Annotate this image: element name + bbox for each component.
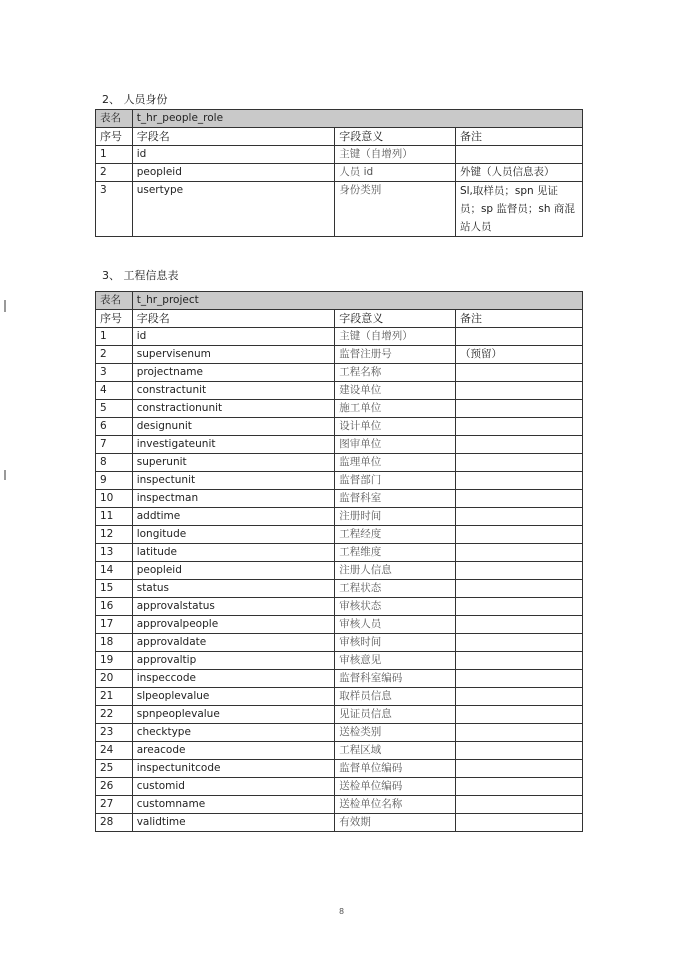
row-no: 18 (96, 634, 133, 652)
row-field: latitude (132, 544, 335, 562)
row-field: longitude (132, 526, 335, 544)
row-field: validtime (132, 814, 335, 832)
row-note (455, 706, 582, 724)
table-row (96, 400, 583, 418)
row-no: 7 (96, 436, 133, 454)
table-row (96, 760, 583, 778)
row-meaning: 施工单位 (335, 400, 456, 418)
section-heading-people-role: 2、 人员身份 (102, 93, 168, 106)
row-meaning: 有效期 (335, 814, 456, 832)
row-meaning: 审核时间 (335, 634, 456, 652)
row-note (455, 562, 582, 580)
row-field: customid (132, 778, 335, 796)
row-meaning: 监督注册号 (335, 346, 456, 364)
row-field: areacode (132, 742, 335, 760)
row-field: superunit (132, 454, 335, 472)
row-note (455, 544, 582, 562)
table-row (96, 634, 583, 652)
row-field: checktype (132, 724, 335, 742)
people-role-table (95, 109, 583, 237)
row-meaning: 工程名称 (335, 364, 456, 382)
header-no: 序号 (96, 128, 133, 146)
table-name-row (96, 292, 583, 310)
row-no: 19 (96, 652, 133, 670)
row-field: status (132, 580, 335, 598)
row-no: 3 (96, 182, 133, 237)
row-no: 9 (96, 472, 133, 490)
header-note: 备注 (455, 128, 582, 146)
table-row (96, 526, 583, 544)
section-heading-project: 3、 工程信息表 (102, 269, 179, 282)
row-meaning: 监督科室 (335, 490, 456, 508)
row-meaning: 图审单位 (335, 436, 456, 454)
row-meaning: 审核人员 (335, 616, 456, 634)
table-row (96, 454, 583, 472)
row-note: Sl,取样员；spn 见证员；sp 监督员；sh 商混站人员 (455, 182, 582, 237)
row-note (455, 508, 582, 526)
table-name-row (96, 110, 583, 128)
table-row (96, 688, 583, 706)
row-meaning: 见证员信息 (335, 706, 456, 724)
row-field: inspectman (132, 490, 335, 508)
table-name-value: t_hr_project (132, 292, 582, 310)
header-note: 备注 (455, 310, 582, 328)
row-meaning: 监督单位编码 (335, 760, 456, 778)
row-field: inspectunitcode (132, 760, 335, 778)
table-header-row (96, 310, 583, 328)
row-field: projectname (132, 364, 335, 382)
row-field: spnpeoplevalue (132, 706, 335, 724)
row-no: 10 (96, 490, 133, 508)
header-field: 字段名 (132, 310, 335, 328)
row-no: 20 (96, 670, 133, 688)
table-row (96, 164, 583, 182)
row-note (455, 400, 582, 418)
row-meaning: 身份类别 (335, 182, 456, 237)
table-name-label: 表名 (96, 110, 133, 128)
row-meaning: 送检类别 (335, 724, 456, 742)
row-meaning: 主键（自增列） (335, 146, 456, 164)
row-meaning: 注册人信息 (335, 562, 456, 580)
row-no: 24 (96, 742, 133, 760)
row-no: 28 (96, 814, 133, 832)
table-row (96, 796, 583, 814)
row-field: designunit (132, 418, 335, 436)
table-row (96, 706, 583, 724)
row-meaning: 工程维度 (335, 544, 456, 562)
table-row (96, 146, 583, 164)
row-no: 1 (96, 146, 133, 164)
row-note: 外键（人员信息表） (455, 164, 582, 182)
table-row (96, 418, 583, 436)
row-note (455, 146, 582, 164)
row-no: 17 (96, 616, 133, 634)
scan-margin-mark (4, 470, 6, 480)
row-note (455, 634, 582, 652)
row-no: 21 (96, 688, 133, 706)
header-no: 序号 (96, 310, 133, 328)
table-row (96, 490, 583, 508)
row-note (455, 796, 582, 814)
row-meaning: 工程状态 (335, 580, 456, 598)
row-no: 3 (96, 364, 133, 382)
row-note (455, 328, 582, 346)
header-meaning: 字段意义 (335, 310, 456, 328)
row-note (455, 526, 582, 544)
row-note: （预留） (455, 346, 582, 364)
table-row (96, 580, 583, 598)
table-row (96, 814, 583, 832)
header-field: 字段名 (132, 128, 335, 146)
row-meaning: 监理单位 (335, 454, 456, 472)
row-note (455, 364, 582, 382)
table-row (96, 562, 583, 580)
row-meaning: 主键（自增列） (335, 328, 456, 346)
table-row (96, 382, 583, 400)
scan-margin-mark (4, 300, 6, 312)
row-no: 1 (96, 328, 133, 346)
table-row (96, 364, 583, 382)
table-row (96, 436, 583, 454)
row-note (455, 670, 582, 688)
row-field: inspectunit (132, 472, 335, 490)
row-no: 2 (96, 164, 133, 182)
row-note (455, 688, 582, 706)
project-table (95, 291, 583, 832)
row-field: constractionunit (132, 400, 335, 418)
row-no: 22 (96, 706, 133, 724)
row-note (455, 580, 582, 598)
row-field: addtime (132, 508, 335, 526)
row-note (455, 778, 582, 796)
row-note (455, 472, 582, 490)
row-field: approvalstatus (132, 598, 335, 616)
row-meaning: 建设单位 (335, 382, 456, 400)
page-number: 8 (339, 907, 345, 916)
row-no: 2 (96, 346, 133, 364)
row-field: supervisenum (132, 346, 335, 364)
row-no: 15 (96, 580, 133, 598)
table-row (96, 544, 583, 562)
row-note (455, 742, 582, 760)
row-note (455, 598, 582, 616)
row-note (455, 454, 582, 472)
row-meaning: 设计单位 (335, 418, 456, 436)
row-meaning: 送检单位编码 (335, 778, 456, 796)
row-no: 5 (96, 400, 133, 418)
row-note (455, 814, 582, 832)
row-no: 11 (96, 508, 133, 526)
table-row (96, 598, 583, 616)
row-field: id (132, 146, 335, 164)
row-field: constractunit (132, 382, 335, 400)
row-note (455, 652, 582, 670)
header-meaning: 字段意义 (335, 128, 456, 146)
row-field: approvalpeople (132, 616, 335, 634)
row-no: 23 (96, 724, 133, 742)
table-row (96, 182, 583, 237)
row-meaning: 送检单位名称 (335, 796, 456, 814)
row-note (455, 616, 582, 634)
row-field: slpeoplevalue (132, 688, 335, 706)
table-header-row (96, 128, 583, 146)
row-field: inspeccode (132, 670, 335, 688)
row-no: 25 (96, 760, 133, 778)
row-no: 14 (96, 562, 133, 580)
row-no: 8 (96, 454, 133, 472)
table-row (96, 652, 583, 670)
row-note (455, 418, 582, 436)
row-field: usertype (132, 182, 335, 237)
row-field: customname (132, 796, 335, 814)
row-field: approvaltip (132, 652, 335, 670)
row-meaning: 取样员信息 (335, 688, 456, 706)
row-field: approvaldate (132, 634, 335, 652)
row-no: 13 (96, 544, 133, 562)
table-row (96, 472, 583, 490)
row-note (455, 436, 582, 454)
row-note (455, 490, 582, 508)
row-meaning: 工程区域 (335, 742, 456, 760)
row-meaning: 监督部门 (335, 472, 456, 490)
row-field: id (132, 328, 335, 346)
row-field: peopleid (132, 164, 335, 182)
row-no: 6 (96, 418, 133, 436)
table-row (96, 346, 583, 364)
row-no: 26 (96, 778, 133, 796)
table-name-value: t_hr_people_role (132, 110, 582, 128)
row-note (455, 724, 582, 742)
table-row (96, 616, 583, 634)
row-no: 16 (96, 598, 133, 616)
row-meaning: 注册时间 (335, 508, 456, 526)
table-row (96, 778, 583, 796)
table-name-label: 表名 (96, 292, 133, 310)
table-row (96, 328, 583, 346)
table-row (96, 742, 583, 760)
row-field: peopleid (132, 562, 335, 580)
table-row (96, 670, 583, 688)
row-field: investigateunit (132, 436, 335, 454)
row-meaning: 审核状态 (335, 598, 456, 616)
row-note (455, 760, 582, 778)
row-meaning: 审核意见 (335, 652, 456, 670)
table-row (96, 508, 583, 526)
row-meaning: 工程经度 (335, 526, 456, 544)
row-no: 27 (96, 796, 133, 814)
row-no: 12 (96, 526, 133, 544)
row-note (455, 382, 582, 400)
row-no: 4 (96, 382, 133, 400)
row-meaning: 监督科室编码 (335, 670, 456, 688)
table-row (96, 724, 583, 742)
row-meaning: 人员 id (335, 164, 456, 182)
